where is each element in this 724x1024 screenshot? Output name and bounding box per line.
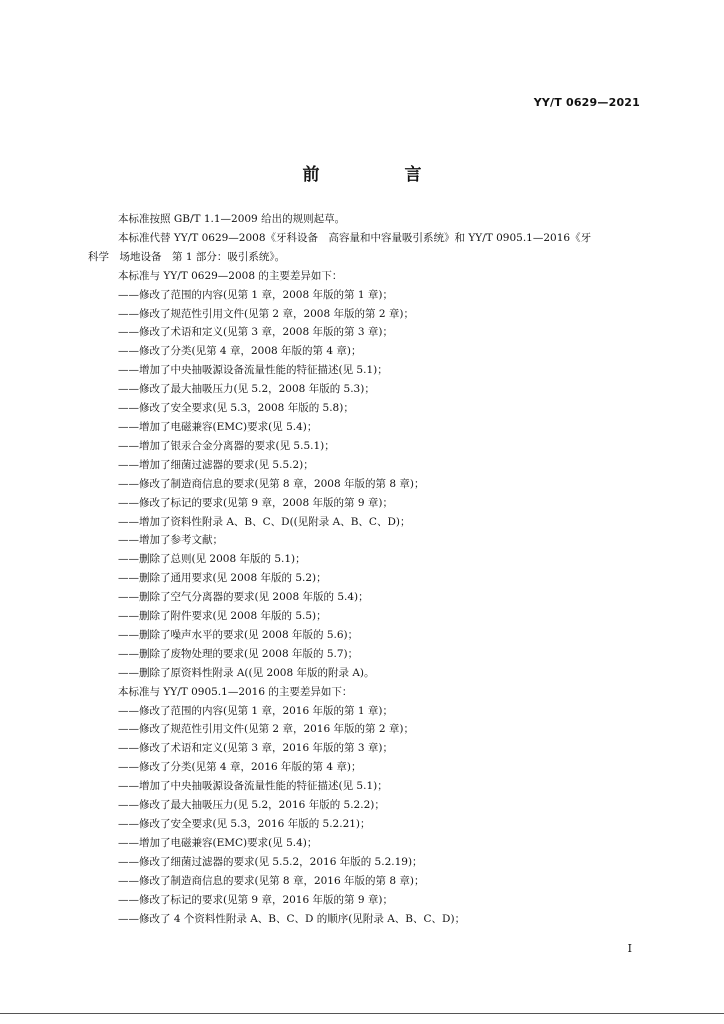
list-item: ——增加了参考文献； xyxy=(118,534,223,547)
foreword-body xyxy=(88,210,648,928)
paragraph: 本标准按照 GB/T 1.1—2009 给出的规则起草。 xyxy=(118,213,346,225)
list-item: ——修改了最大抽吸压力(见 5.2，2008 年版的 5.3)； xyxy=(118,383,375,396)
list-item: ——修改了范围的内容(见第 1 章，2008 年版的第 1 章)； xyxy=(118,288,393,301)
list-item: ——增加了细菌过滤器的要求(见 5.5.2)； xyxy=(118,458,314,471)
list-item: ——修改了细菌过滤器的要求(见 5.5.2，2016 年版的 5.2.19)； xyxy=(118,855,423,868)
list-item: ——修改了安全要求(见 5.3，2016 年版的 5.2.21)； xyxy=(118,818,371,830)
list-item: ——删除了通用要求(见 2008 年版的 5.2)； xyxy=(118,572,327,585)
paragraph: 本标准代替 YY/T 0629—2008《牙科设备 高容量和中容量吸引系统》和 YY/T 0905.1—2016《牙 xyxy=(118,231,592,244)
list-item: ——修改了规范性引用文件(见第 2 章，2016 年版的第 2 章)； xyxy=(118,723,414,736)
list-item: ——删除了总则(见 2008 年版的 5.1)； xyxy=(118,553,306,566)
list-item: ——删除了附件要求(见 2008 年版的 5.5)； xyxy=(118,610,327,623)
list-item: ——删除了噪声水平的要求(见 2008 年版的 5.6)； xyxy=(118,628,359,641)
page-title: 前 言 xyxy=(302,165,456,185)
list-item: ——增加了电磁兼容(EMC)要求(见 5.4)； xyxy=(118,420,318,433)
list-item: ——修改了标记的要求(见第 9 章，2008 年版的第 9 章)； xyxy=(118,496,393,509)
list-item: ——增加了电磁兼容(EMC)要求(见 5.4)； xyxy=(118,836,318,849)
list-item: ——修改了术语和定义(见第 3 章，2008 年版的第 3 章)； xyxy=(118,326,393,339)
list-item: ——修改了范围的内容(见第 1 章，2016 年版的第 1 章)； xyxy=(118,704,393,717)
list-item: ——修改了制造商信息的要求(见第 8 章，2016 年版的第 8 章)； xyxy=(118,874,425,887)
list-item: ——删除了原资料性附录 A((见 2008 年版的附录 A)。 xyxy=(118,666,375,679)
list-item: ——增加了资料性附录 A、B、C、D((见附录 A、B、C、D)； xyxy=(118,515,411,528)
list-item: ——修改了标记的要求(见第 9 章，2016 年版的第 9 章)； xyxy=(118,893,393,906)
paragraph: 本标准与 YY/T 0905.1—2016 的主要差异如下： xyxy=(118,685,353,698)
list-item: ——修改了最大抽吸压力(见 5.2，2016 年版的 5.2.2)； xyxy=(118,799,385,812)
list-item: ——删除了废物处理的要求(见 2008 年版的 5.7)； xyxy=(118,647,359,660)
standard-code-header: YY/T 0629—2021 xyxy=(533,96,640,109)
list-item: ——修改了安全要求(见 5.3，2008 年版的 5.8)； xyxy=(118,402,354,415)
list-item: ——修改了制造商信息的要求(见第 8 章，2008 年版的第 8 章)； xyxy=(118,477,425,490)
list-item: ——修改了分类(见第 4 章，2016 年版的第 4 章)； xyxy=(118,761,362,774)
list-item: ——修改了分类(见第 4 章，2008 年版的第 4 章)； xyxy=(118,345,362,358)
bottom-divider xyxy=(0,1013,724,1014)
list-item: ——增加了中央抽吸源设备流量性能的特征描述(见 5.1)； xyxy=(118,364,388,377)
list-item: ——增加了中央抽吸源设备流量性能的特征描述(见 5.1)； xyxy=(118,780,388,793)
list-item: ——修改了 4 个资料性附录 A、B、C、D 的顺序(见附录 A、B、C、D)； xyxy=(118,912,466,925)
page-number: I xyxy=(627,942,632,955)
list-item: ——增加了银汞合金分离器的要求(见 5.5.1)； xyxy=(118,439,335,452)
paragraph-continuation: 科学 场地设备 第 1 部分：吸引系统》。 xyxy=(88,250,286,263)
list-item: ——修改了规范性引用文件(见第 2 章，2008 年版的第 2 章)； xyxy=(118,307,414,320)
list-item: ——修改了术语和定义(见第 3 章，2016 年版的第 3 章)； xyxy=(118,742,393,755)
paragraph: 本标准与 YY/T 0629—2008 的主要差异如下： xyxy=(118,269,343,282)
list-item: ——删除了空气分离器的要求(见 2008 年版的 5.4)； xyxy=(118,591,369,604)
